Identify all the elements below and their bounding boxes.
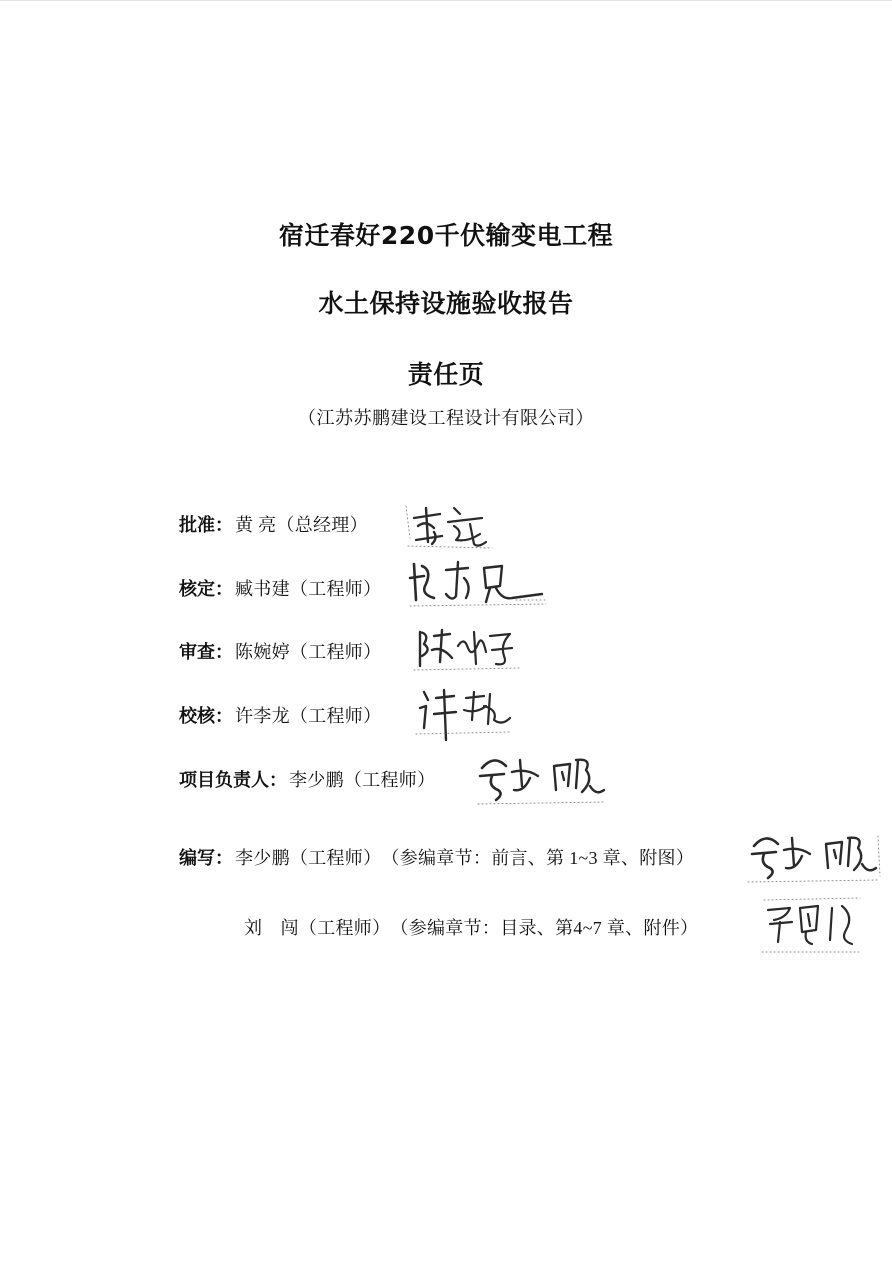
signature-li-shaopeng: [746, 826, 882, 888]
role-label: 审查: [179, 642, 215, 663]
chapter-scope: （参编章节：前言、第 1~3 章、附图）: [381, 848, 695, 868]
page-heading: 责任页: [407, 360, 485, 389]
company-name: （江苏苏鹏建设工程设计有限公司）: [298, 408, 594, 428]
page-top-rule: [0, 0, 892, 1]
report-title: 水土保持设施验收报告: [318, 289, 574, 318]
role-colon: ：: [215, 706, 233, 727]
person-name: 李少鹏（工程师）: [289, 770, 436, 790]
person-name: 陈婉婷（工程师）: [235, 642, 382, 662]
author-row-2: [244, 912, 698, 942]
person-name: 黄 亮（总经理）: [235, 515, 368, 535]
project-title: 宿迁春好220千伏输变电工程: [278, 221, 614, 250]
role-colon: ：: [215, 848, 233, 869]
signature-liu-chuang: [760, 896, 864, 958]
reviewer-row: [179, 636, 381, 666]
role-label: 校核: [179, 706, 215, 727]
role-label: 批准: [179, 515, 215, 536]
role-label: 项目负责人: [179, 770, 269, 791]
author-row-1: [179, 842, 694, 872]
person-name: 李少鹏（工程师）: [235, 848, 382, 868]
role-label: 编写: [179, 848, 215, 869]
verifier-row: [179, 573, 381, 603]
signature-huang-liang: [404, 498, 496, 552]
role-colon: ：: [215, 642, 233, 663]
role-colon: ：: [215, 515, 233, 536]
chapter-scope: （参编章节：目录、第4~7 章、附件）: [390, 918, 699, 938]
signature-chen-wanting: [412, 622, 524, 674]
checker-row: [179, 700, 381, 730]
person-name: 臧书建（工程师）: [235, 579, 382, 599]
signature-li-shaopeng: [474, 746, 608, 808]
person-name: 许李龙（工程师）: [235, 706, 382, 726]
person-name: 刘 闯（工程师）: [244, 918, 391, 938]
role-label: 核定: [179, 579, 215, 600]
role-colon: ：: [269, 770, 287, 791]
role-colon: ：: [215, 579, 233, 600]
signature-xu-lilong: [414, 684, 514, 744]
approver-row: [179, 509, 368, 539]
signature-zang-shujian: [406, 556, 550, 610]
project-leader-row: [179, 764, 435, 794]
